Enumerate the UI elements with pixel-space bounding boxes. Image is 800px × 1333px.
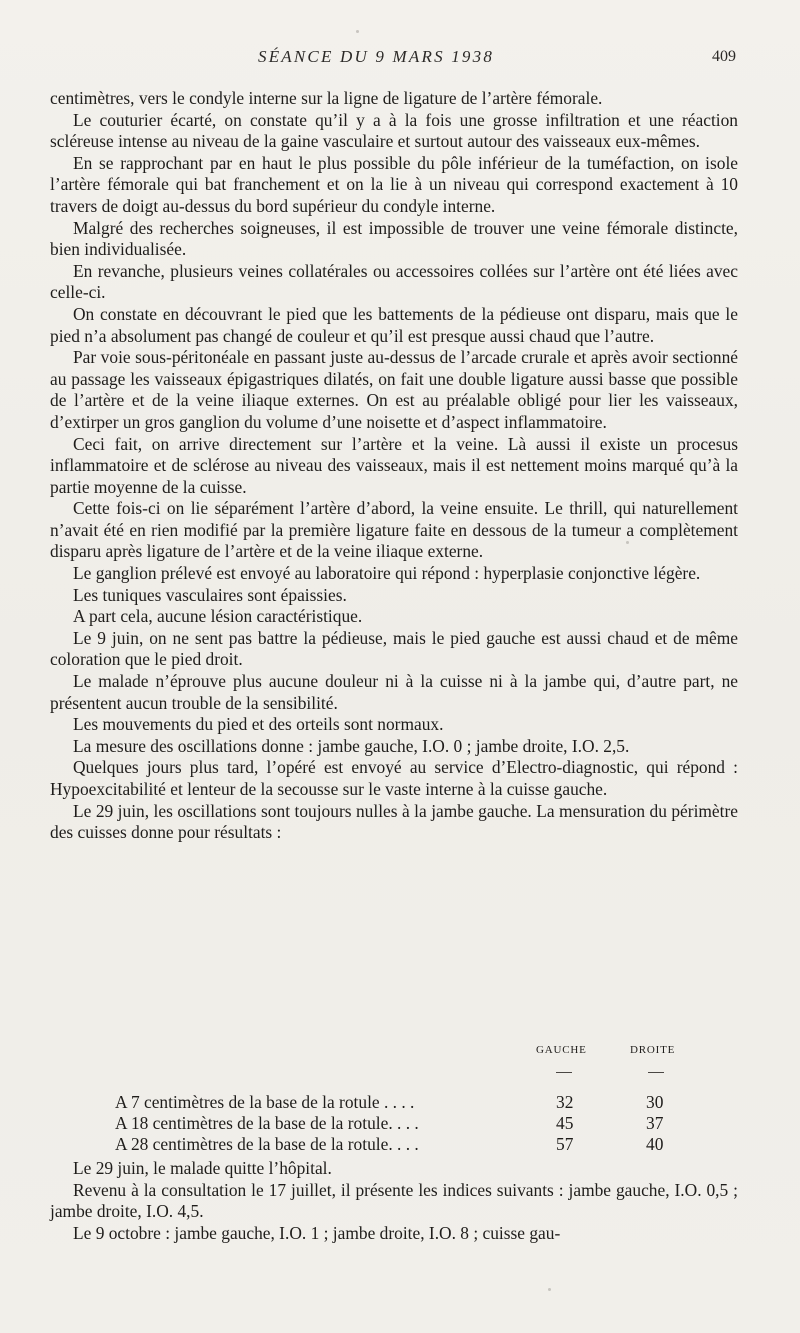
row-label: A 18 centimètres de la base de la rotule. . . . bbox=[115, 1113, 419, 1133]
paragraph: En revanche, plusieurs veines collatérales ou accessoires collées sur l’artère ont été liées avec celle-ci. bbox=[50, 260, 738, 303]
paragraph: Les mouvements du pied et des orteils sont normaux. bbox=[73, 714, 444, 735]
cell-droite: 40 bbox=[646, 1134, 664, 1154]
paragraph: centimètres, vers le condyle interne sur la ligne de ligature de l’artère fémorale. bbox=[50, 88, 603, 108]
paragraph: Le 9 octobre : jambe gauche, I.O. 1 ; jambe droite, I.O. 8 ; cuisse gau- bbox=[73, 1222, 561, 1243]
paragraph: La mesure des oscillations donne : jambe gauche, I.O. 0 ; jambe droite, I.O. 2,5. bbox=[73, 735, 630, 756]
body-text-continued bbox=[50, 1158, 738, 1244]
table-row bbox=[50, 1113, 738, 1134]
paragraph: Le malade n’éprouve plus aucune douleur ni à la cuisse ni à la jambe qui, d’autre part, ne présentent aucun trouble de la sensibilité. bbox=[50, 671, 738, 713]
paragraph: Ceci fait, on arrive directement sur l’artère et la veine. Là aussi il existe un procesus inflammatoire et de sclérose au niveau des vaisseaux, mais il est nettement moins marqué qu’à la partie moyenne de la cuisse. bbox=[50, 433, 738, 497]
column-header-gauche: GAUCHE bbox=[536, 1044, 587, 1056]
paragraph: Le ganglion prélevé est envoyé au laboratoire qui répond : hyperplasie conjonctive légère. bbox=[73, 563, 701, 584]
table-row bbox=[50, 1092, 738, 1113]
column-rule bbox=[648, 1072, 664, 1073]
paragraph: Cette fois-ci on lie séparément l’artère d’abord, la veine ensuite. Le thrill, qui naturellement n’avait été en rien modifié par la première ligature faite en dessous de la tumeur a complètement disparu après ligature de l’artère et de la veine iliaque externe. bbox=[50, 498, 738, 562]
cell-gauche: 45 bbox=[556, 1113, 574, 1133]
column-header-droite: DROITE bbox=[630, 1044, 676, 1056]
paper-speck bbox=[548, 1288, 551, 1291]
measurement-table bbox=[50, 1044, 738, 1155]
cell-droite: 37 bbox=[646, 1113, 664, 1133]
cell-droite: 30 bbox=[646, 1092, 664, 1112]
paragraph: Le 29 juin, le malade quitte l’hôpital. bbox=[73, 1158, 332, 1178]
row-label: A 28 centimètres de la base de la rotule. . . . bbox=[115, 1134, 419, 1154]
paragraph: En se rapprochant par en haut le plus possible du pôle inférieur de la tuméfaction, on isole l’artère fémorale qui bat franchement et on la lie à un niveau qui correspond exactement à 10 travers de doigt au-dessus du bord supérieur du condyle interne. bbox=[50, 152, 738, 216]
table-header bbox=[50, 1044, 738, 1066]
running-header bbox=[0, 47, 800, 69]
column-rule bbox=[556, 1072, 572, 1073]
cell-gauche: 32 bbox=[556, 1092, 574, 1112]
page-number: 409 bbox=[712, 48, 736, 65]
paper-speck bbox=[356, 30, 359, 33]
row-label: A 7 centimètres de la base de la rotule . . . . bbox=[115, 1092, 415, 1112]
paragraph: Les tuniques vasculaires sont épaissies. bbox=[73, 584, 347, 605]
paragraph: Le couturier écarté, on constate qu’il y a à la fois une grosse infiltration et une réaction scléreuse intense au niveau de la gaine vasculaire et surtout autour des vaisseaux eux-mêmes. bbox=[50, 109, 738, 152]
paragraph: On constate en découvrant le pied que les battements de la pédieuse ont disparu, mais que le pied n’a absolument pas changé de couleur et qu’il est presque aussi chaud que l’autre. bbox=[50, 303, 738, 346]
header-rule-row bbox=[50, 1066, 738, 1092]
paragraph: Le 9 juin, on ne sent pas battre la pédieuse, mais le pied gauche est aussi chaud et de même coloration que le pied droit. bbox=[50, 627, 738, 670]
paragraph: Par voie sous-péritonéale en passant juste au-dessus de l’arcade crurale et après avoir sectionné au passage les vaisseaux épigastriques dilatés, on fait une double ligature aussi basse que possible de l’artère et de la veine iliaque externes. On est au préalable obligé pour lier les vaisseaux, d’extirper un gros ganglion du volume d’une noisette et d’aspect inflammatoire. bbox=[50, 347, 738, 432]
paper-speck bbox=[626, 541, 629, 544]
running-title: SÉANCE DU 9 MARS 1938 bbox=[258, 47, 495, 66]
cell-gauche: 57 bbox=[556, 1134, 574, 1154]
table-row bbox=[50, 1134, 738, 1155]
paragraph: A part cela, aucune lésion caractéristique. bbox=[73, 606, 363, 627]
paragraph: Quelques jours plus tard, l’opéré est envoyé au service d’Electro-diagnostic, qui répond : Hypoexcitabilité et lenteur de la secousse sur le vaste interne à la cuisse gauche. bbox=[50, 757, 738, 799]
paragraph: Malgré des recherches soigneuses, il est impossible de trouver une veine fémorale distincte, bien individualisée. bbox=[50, 217, 738, 260]
paragraph: Revenu à la consultation le 17 juillet, il présente les indices suivants : jambe gauche, I.O. 0,5 ; jambe droite, I.O. 4,5. bbox=[50, 1179, 738, 1222]
body-text bbox=[50, 88, 738, 844]
paragraph: Le 29 juin, les oscillations sont toujours nulles à la jambe gauche. La mensuration du périmètre des cuisses donne pour résultats : bbox=[50, 800, 738, 843]
